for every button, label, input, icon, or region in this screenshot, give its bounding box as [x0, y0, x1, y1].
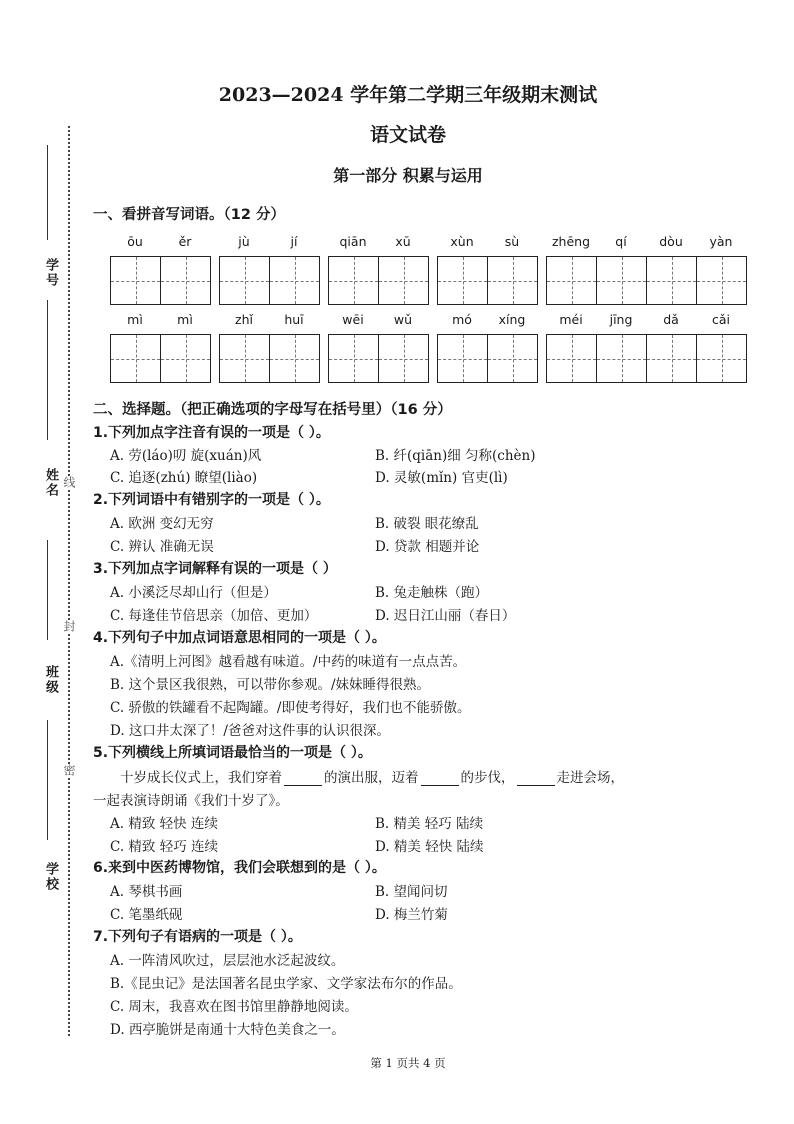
pinyin-text: qí — [615, 234, 627, 249]
writing-box[interactable] — [329, 335, 379, 382]
student-name-label: 姓名 — [34, 468, 60, 498]
question-6-stem: 6.来到中医药博物馆，我们会联想到的是（ ）。 — [93, 860, 386, 876]
writing-box[interactable] — [597, 257, 647, 304]
question-5-option-d[interactable]: D. 精美 轻快 陆续 — [375, 839, 484, 855]
question-7-option-b[interactable]: B.《昆虫记》是法国著名昆虫学家、文学家法布尔的作品。 — [110, 976, 462, 992]
pinyin-text: méi — [559, 312, 583, 327]
pinyin-text: jí — [290, 234, 298, 249]
pinyin-text: qiān — [339, 234, 367, 249]
pinyin-text: wǔ — [393, 312, 413, 327]
question-5-stem: 5.下列横线上所填词语最恰当的一项是（ ）。 — [93, 745, 372, 761]
pinyin-text: zhǐ — [235, 312, 253, 327]
fill-blank-2[interactable] — [421, 771, 459, 786]
pinyin-text: huī — [284, 312, 304, 327]
question-2-option-a[interactable]: A. 欧洲 变幻无穷 — [110, 516, 214, 532]
pinyin-text: xùn — [450, 234, 474, 249]
question-2-stem: 2.下列词语中有错别字的一项是（ ）。 — [93, 492, 330, 508]
pinyin-text: ōu — [127, 234, 143, 249]
question-2-option-b[interactable]: B. 破裂 眼花缭乱 — [375, 516, 479, 532]
pinyin-text: mì — [177, 312, 193, 327]
pinyin-text: dǎ — [663, 312, 679, 327]
passage-text: 的步伐， — [460, 770, 515, 786]
pinyin-text: wēi — [342, 312, 364, 327]
question-5-passage-line-1 — [93, 766, 624, 786]
question-5-passage-line-2: 一起表演诗朗诵《我们十岁了》。 — [93, 793, 289, 809]
question-2-option-d[interactable]: D. 贷款 相题并论 — [375, 539, 480, 555]
writing-box[interactable] — [547, 257, 597, 304]
pinyin-text: ěr — [178, 234, 192, 249]
writing-box[interactable] — [547, 335, 597, 382]
question-7-stem: 7.下列句子有语病的一项是（ ）。 — [93, 929, 302, 945]
question-1-option-a[interactable]: A. 劳(láo)叨 旋(xuán)风 — [110, 448, 262, 464]
writing-box[interactable] — [488, 257, 537, 304]
writing-box[interactable] — [111, 335, 161, 382]
writing-box[interactable] — [647, 335, 697, 382]
pinyin-text: xíng — [498, 312, 526, 327]
writing-box[interactable] — [220, 335, 270, 382]
name-blank-line — [47, 300, 48, 440]
pinyin-text: sù — [504, 234, 520, 249]
question-2-option-c[interactable]: C. 辨认 准确无误 — [110, 539, 214, 555]
pinyin-text: jù — [238, 234, 250, 249]
writing-box[interactable] — [161, 335, 210, 382]
question-5-option-a[interactable]: A. 精致 轻快 连续 — [110, 816, 218, 832]
question-5-option-c[interactable]: C. 精致 轻巧 连续 — [110, 839, 219, 855]
fill-blank-1[interactable] — [284, 771, 322, 786]
student-number-label: 学号 — [34, 258, 60, 288]
writing-box[interactable] — [329, 257, 379, 304]
writing-box[interactable] — [697, 257, 746, 304]
writing-box[interactable] — [220, 257, 270, 304]
seal-mark-close: 密 — [62, 764, 76, 776]
writing-box[interactable] — [379, 335, 428, 382]
writing-box[interactable] — [270, 257, 319, 304]
pinyin-text: jīng — [609, 312, 633, 327]
question-3-stem: 3.下列加点字词解释有误的一项是（ ） — [93, 561, 337, 577]
passage-text: 走进会场， — [556, 770, 624, 786]
seal-mark-seal: 封 — [62, 620, 76, 632]
question-4-stem: 4.下列句子中加点词语意思相同的一项是（ ）。 — [93, 630, 386, 646]
pinyin-text: yàn — [709, 234, 733, 249]
pinyin-text: zhēng — [551, 234, 591, 249]
question-1-option-b[interactable]: B. 纤(qiān)细 匀称(chèn) — [375, 448, 536, 464]
question-6-option-a[interactable]: A. 琴棋书画 — [110, 884, 183, 900]
class-label: 班级 — [34, 665, 60, 695]
passage-text: 的演出服，迈着 — [324, 770, 419, 786]
question-7-option-a[interactable]: A. 一阵清风吹过，层层池水泛起波纹。 — [110, 953, 345, 969]
pinyin-text: xū — [395, 234, 411, 249]
pinyin-text: dòu — [659, 234, 683, 249]
question-4-option-a[interactable]: A.《清明上河图》越看越有味道。/中药的味道有一点点苦。 — [110, 654, 467, 670]
question-7-option-c[interactable]: C. 周末，我喜欢在图书馆里静静地阅读。 — [110, 999, 358, 1015]
pinyin-text: mì — [127, 312, 143, 327]
exam-subtitle: 语文试卷 — [369, 124, 446, 146]
question-3-option-a[interactable]: A. 小溪泛尽却山行（但是） — [110, 585, 277, 601]
question-4-option-c[interactable]: C. 骄傲的铁罐看不起陶罐。/即使考得好，我们也不能骄傲。 — [110, 700, 471, 716]
exam-title: 2023—2024 学年第二学期三年级期末测试 — [218, 84, 598, 106]
class-blank-line — [47, 540, 48, 640]
question-1-stem: 1.下列加点字注音有误的一项是（ ）。 — [93, 425, 330, 441]
section1-heading: 一、看拼音写词语。（12 分） — [93, 207, 285, 223]
question-1-option-d[interactable]: D. 灵敏(mǐn) 官吏(lì) — [375, 470, 508, 486]
pinyin-text: cǎi — [711, 312, 730, 327]
question-3-option-b[interactable]: B. 兔走触株（跑） — [375, 585, 489, 601]
question-5-option-b[interactable]: B. 精美 轻巧 陆续 — [375, 816, 484, 832]
passage-text: 十岁成长仪式上，我们穿着 — [120, 770, 282, 786]
part-heading: 第一部分 积累与运用 — [333, 166, 483, 185]
question-6-option-d[interactable]: D. 梅兰竹菊 — [375, 907, 448, 923]
writing-box[interactable] — [438, 335, 488, 382]
writing-box[interactable] — [161, 257, 210, 304]
dotted-cut-line — [68, 126, 70, 1036]
page-number-footer: 第 1 页共 4 页 — [370, 1056, 446, 1070]
writing-box[interactable] — [697, 335, 746, 382]
fill-blank-3[interactable] — [517, 771, 555, 786]
writing-box[interactable] — [488, 335, 537, 382]
school-blank-line — [47, 720, 48, 840]
question-4-option-d[interactable]: D. 这口井太深了！/爸爸对这件事的认识很深。 — [110, 723, 390, 739]
writing-box[interactable] — [438, 257, 488, 304]
pinyin-text: mó — [452, 312, 472, 327]
seal-mark-line: 线 — [62, 476, 76, 488]
writing-box[interactable] — [111, 257, 161, 304]
question-4-option-b[interactable]: B. 这个景区我很熟，可以带你参观。/妹妹睡得很熟。 — [110, 677, 431, 693]
writing-box[interactable] — [270, 335, 319, 382]
binding-margin — [0, 0, 95, 1124]
number-blank-line — [47, 145, 48, 240]
school-label: 学校 — [34, 862, 60, 892]
question-6-option-b[interactable]: B. 望闻问切 — [375, 884, 448, 900]
section2-heading: 二、选择题。（把正确选项的字母写在括号里）（16 分） — [93, 402, 452, 418]
writing-box[interactable] — [597, 335, 647, 382]
question-3-option-d[interactable]: D. 迟日江山丽（春日） — [375, 608, 516, 624]
question-3-option-c[interactable]: C. 每逢佳节倍思亲（加倍、更加） — [110, 608, 318, 624]
question-1-option-c[interactable]: C. 追逐(zhú) 瞭望(liào) — [110, 470, 258, 486]
question-6-option-c[interactable]: C. 笔墨纸砚 — [110, 907, 183, 923]
question-7-option-d[interactable]: D. 西亭脆饼是南通十大特色美食之一。 — [110, 1022, 345, 1038]
writing-box[interactable] — [379, 257, 428, 304]
writing-box[interactable] — [647, 257, 697, 304]
